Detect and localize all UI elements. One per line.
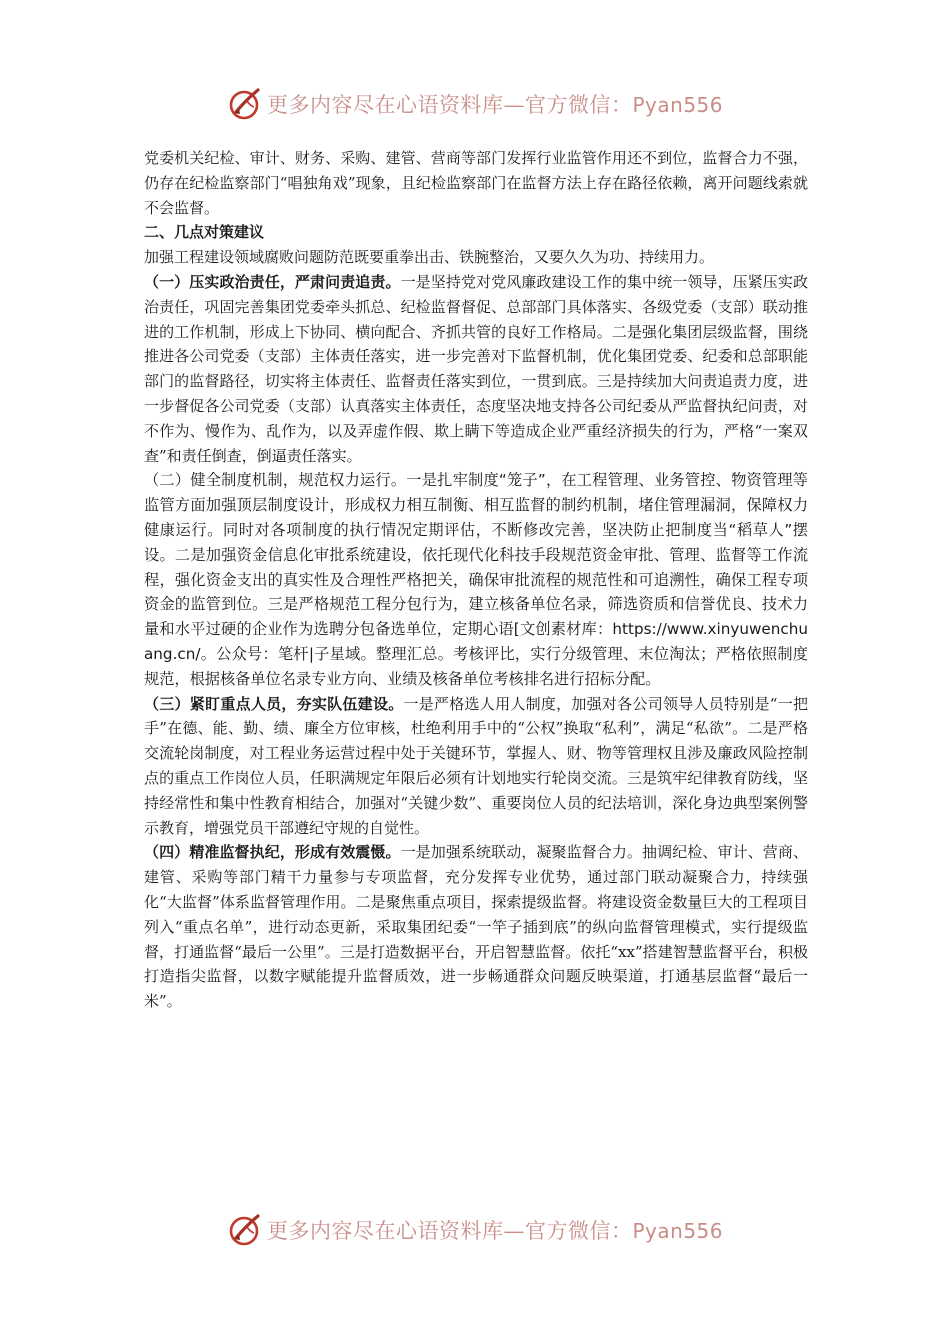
- document-body: [144, 146, 808, 1014]
- header-watermark: [0, 84, 950, 124]
- section-2-lead: （二）健全制度机制，规范权力运行。: [144, 471, 407, 490]
- section-heading: 二、几点对策建议: [144, 223, 265, 242]
- section-2-text: 一是扎牢制度“笼子”，在工程管理、业务管控、物资管理等监管方面加强顶层制度设计，形成权力相互制衡、相互监督的制约机制，堵住管理漏洞，保障权力健康运行。同时对各项制度的执行情况定期评估，不断修改完善，坚决防止把制度当“稻草人”摆设。二是加强资金信息化审批系统建设，依托现代化科技手段规范资金审批、管理、监督等工作流程，强化资金支出的真实性及合理性严格把关，确保审批流程的规范性和可追溯性，确保工程专项资金的监管到位。三是严格规范工程分包行为，建立核备单位名录，筛选资质和信誉优良、技术力量和水平过硬的企业作为选聘分包备选单位，定期心语[文创素材库：https://www.xinyuwenchuang.cn/。公众号：笔杆|子星域。整理汇总。考核评比，实行分级管理、末位淘汰；严格依照制度规范，根据核备单位名录专业方向、业绩及核备单位考核排名进行招标分配。: [144, 471, 808, 688]
- section-3-lead: （三）紧盯重点人员，夯实队伍建设。: [144, 694, 404, 713]
- section-1-lead: （一）压实政治责任，严肃问责追责。: [144, 272, 401, 291]
- section-1-text: 一是坚持党对党风廉政建设工作的集中统一领导，压紧压实政治责任，巩固完善集团党委牵头抓总、纪检监督督促、总部部门具体落实、各级党委（支部）联动推进的工作机制，形成上下协同、横向配合、齐抓共管的良好工作格局。二是强化集团层级监督，围绕推进各公司党委（支部）主体责任落实，进一步完善对下监督机制，优化集团党委、纪委和总部职能部门的监督路径，切实将主体责任、监督责任落实到位，一贯到底。三是持续加大问责追责力度，进一步督促各公司党委（支部）认真落实主体责任，态度坚决地支持各公司纪委从严监督执纪问责，对不作为、慢作为、乱作为，以及弄虚作假、欺上瞒下等造成企业严重经济损失的行为，严格“一案双查”和责任倒查，倒逼责任落实。: [144, 272, 808, 465]
- section-3-text: 一是严格选人用人制度，加强对各公司领导人员特别是“一把手”在德、能、勤、绩、廉全方位审核，杜绝利用手中的“公权”换取“私利”，满足“私欲”。二是严格交流轮岗制度，对工程业务运营过程中处于关键环节，掌握人、财、物等管理权且涉及廉政风险控制点的重点工作岗位人员，任职满规定年限后必须有计划地实行轮岗交流。三是筑牢纪律教育防线，坚持经常性和集中性教育相结合，加强对“关键少数”、重要岗位人员的纪法培训，深化身边典型案例警示教育，增强党员干部遵纪守规的自觉性。: [144, 694, 808, 837]
- section-4-text: 一是加强系统联动，凝聚监督合力。抽调纪检、审计、营商、建管、采购等部门精干力量参与专项监督，充分发挥专业优势，通过部门联动凝聚合力，持续强化“大监督”体系监督管理作用。二是聚焦重点项目，探索提级监督。将建设资金数量巨大的工程项目列入“重点名单”，进行动态更新，采取集团纪委“一竿子插到底”的纵向监督管理模式，实行提级监督，打通监督“最后一公里”。三是打造数据平台，开启智慧监督。依托“xx”搭建智慧监督平台，积极打造指尖监督，以数字赋能提升监督质效，进一步畅通群众问题反映渠道，打通基层监督“最后一米”。: [144, 843, 808, 1011]
- paragraph: 加强工程建设领域腐败问题防范既要重拳出击、铁腕整治，又要久久为功、持续用力。: [144, 248, 715, 267]
- section-1-paragraph: [144, 270, 808, 468]
- watermark-text: 更多内容尽在心语资料库—官方微信：Pyan556: [266, 93, 723, 117]
- brush-logo-icon: [227, 86, 263, 122]
- watermark-text: 更多内容尽在心语资料库—官方微信：Pyan556: [266, 1219, 723, 1243]
- footer-watermark: [0, 1210, 950, 1250]
- section-4-lead: （四）精准监督执纪，形成有效震慑。: [144, 843, 401, 862]
- paragraph: 党委机关纪检、审计、财务、采购、建管、营商等部门发挥行业监管作用还不到位，监督合力不强，仍存在纪检监察部门“唱独角戏”现象，且纪检监察部门在监督方法上存在路径依赖，离开问题线索就不会监督。: [144, 149, 808, 217]
- section-3-paragraph: [144, 692, 808, 841]
- section-2-paragraph: [144, 468, 808, 691]
- section-4-paragraph: [144, 840, 808, 1014]
- brush-logo-icon: [227, 1212, 263, 1248]
